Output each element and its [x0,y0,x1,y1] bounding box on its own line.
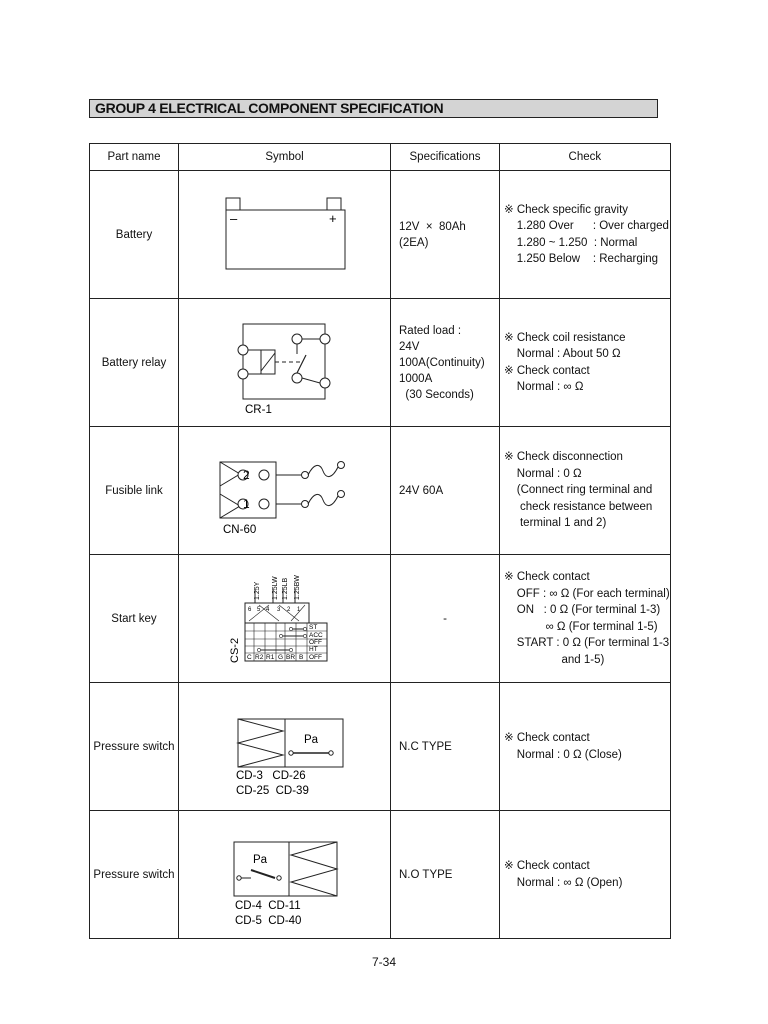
check-line: START : 0 Ω (For terminal 1-3 [504,637,670,649]
check-line: Normal : ∞ Ω [504,381,584,393]
terminal-label: 6 [248,607,252,613]
check-text [500,171,671,299]
fuse-code: CN-60 [223,524,257,536]
check-line: 1.250 Below : Recharging [504,253,659,265]
specifications [391,811,500,939]
spec-line: N.C TYPE [399,740,452,753]
part-name: Pressure switch [90,811,179,939]
table-row-pressure-switch-nc [90,683,671,811]
spec-line: 100A(Continuity) [399,356,485,369]
spec-line: Rated load : [399,324,462,337]
pressure-switch-icon [179,811,390,938]
start-key-symbol [179,555,391,683]
check-line: Normal : About 50 Ω [504,348,621,360]
spec-line: - [443,612,447,625]
column-label: C [247,654,252,661]
part-name: Battery relay [90,299,179,427]
wire-label: 1.25LB [282,577,289,600]
check-line: ※ Check contact [504,732,590,744]
spec-line: 24V [399,340,420,353]
check-line: OFF : ∞ Ω (For each terminal) [504,587,670,600]
wire-label: 1.25BW [294,575,301,600]
check-line: ※ Check specific gravity [504,203,629,216]
specifications [391,683,500,811]
specifications [391,555,500,683]
key-switch-icon [179,555,390,682]
battery-icon [179,171,390,298]
part-name: Fusible link [90,427,179,555]
check-text [500,555,671,683]
start-key-code: CS-2 [229,637,241,663]
fuse-terminal-bottom: 1 [243,497,250,511]
part-name: Pressure switch [90,683,179,811]
terminal-label: 2 [287,607,291,613]
check-text [500,299,671,427]
terminal-label: 5 [257,607,261,613]
check-line: ※ Check contact [504,364,590,377]
battery-minus-label: – [230,211,238,226]
check-line: Normal : 0 Ω [504,467,582,480]
relay-code: CR-1 [245,404,272,416]
table-header-row [90,144,671,171]
part-name: Start key [90,555,179,683]
check-line: Normal : 0 Ω (Close) [504,748,622,761]
battery-plus-label: + [329,211,337,226]
table-row-battery-relay [90,299,671,427]
check-line: terminal 1 and 2) [504,517,607,530]
fuse-terminal-top: 2 [243,468,250,482]
switch-codes-line: CD-5 CD-40 [235,915,302,927]
spec-line: N.O TYPE [399,868,453,881]
check-text [500,427,671,555]
spec-line: (30 Seconds) [399,388,474,401]
header-part-name: Part name [90,144,179,171]
check-line: 1.280 ~ 1.250 : Normal [504,236,638,249]
battery-symbol [179,171,391,299]
header-specifications: Specifications [391,144,500,171]
pressure-unit: Pa [304,734,319,746]
check-line: Normal : ∞ Ω (Open) [504,876,623,889]
position-label: HT [309,646,318,653]
group-title: GROUP 4 ELECTRICAL COMPONENT SPECIFICATION [89,99,658,118]
column-label: G [278,654,284,661]
table-row-pressure-switch-no [90,811,671,939]
terminal-label: 4 [266,607,270,613]
switch-codes-line: CD-4 CD-11 [235,900,301,912]
specifications [391,171,500,299]
pressure-switch-no-symbol [179,811,391,939]
position-label: ST [309,624,318,631]
switch-codes-line: CD-25 CD-39 [236,785,309,797]
column-label: B [299,654,304,661]
fuse-icon [179,427,390,554]
wire-label: 1.25Y [254,581,261,600]
header-check: Check [500,144,671,171]
table-row-battery [90,171,671,299]
column-label: R1 [266,654,275,661]
check-line: ※ Check disconnection [504,451,623,464]
spec-line: (2EA) [399,236,429,249]
column-label: R2 [255,654,264,661]
table-row-start-key [90,555,671,683]
position-label: ACC [309,632,323,639]
column-label: BR [286,654,296,661]
check-text [500,683,671,811]
pressure-switch-icon [179,683,390,810]
position-label: OFF [309,639,322,646]
terminal-label: 1 [297,607,301,613]
check-text [500,811,671,939]
pressure-switch-nc-symbol [179,683,391,811]
check-line: ※ Check coil resistance [504,331,626,344]
spec-line: 1000A [399,372,433,385]
pressure-unit: Pa [253,854,268,866]
check-line: ∞ Ω (For terminal 1-5) [504,620,658,633]
specifications [391,299,500,427]
table-row-fusible-link [90,427,671,555]
check-line: 1.280 Over : Over charged [504,220,669,232]
relay-icon [179,299,390,426]
part-name: Battery [90,171,179,299]
wire-label: 1.25LW [272,576,279,600]
terminal-label: 3 [277,607,281,613]
column-label: OFF [309,654,322,661]
check-line: check resistance between [504,500,653,513]
spec-table [89,143,671,939]
fusible-link-symbol [179,427,391,555]
spec-line: 24V 60A [399,484,444,497]
check-line: ※ Check contact [504,860,590,872]
check-line: ON : 0 Ω (For terminal 1-3) [504,604,661,616]
battery-relay-symbol [179,299,391,427]
spec-line: 12V × 80Ah [399,220,466,233]
page-number: 7-34 [371,955,397,969]
specifications [391,427,500,555]
header-symbol: Symbol [179,144,391,171]
check-line: (Connect ring terminal and [504,484,653,497]
check-line: ※ Check contact [504,571,590,583]
switch-codes-line: CD-3 CD-26 [236,770,306,782]
check-line: and 1-5) [504,653,605,666]
